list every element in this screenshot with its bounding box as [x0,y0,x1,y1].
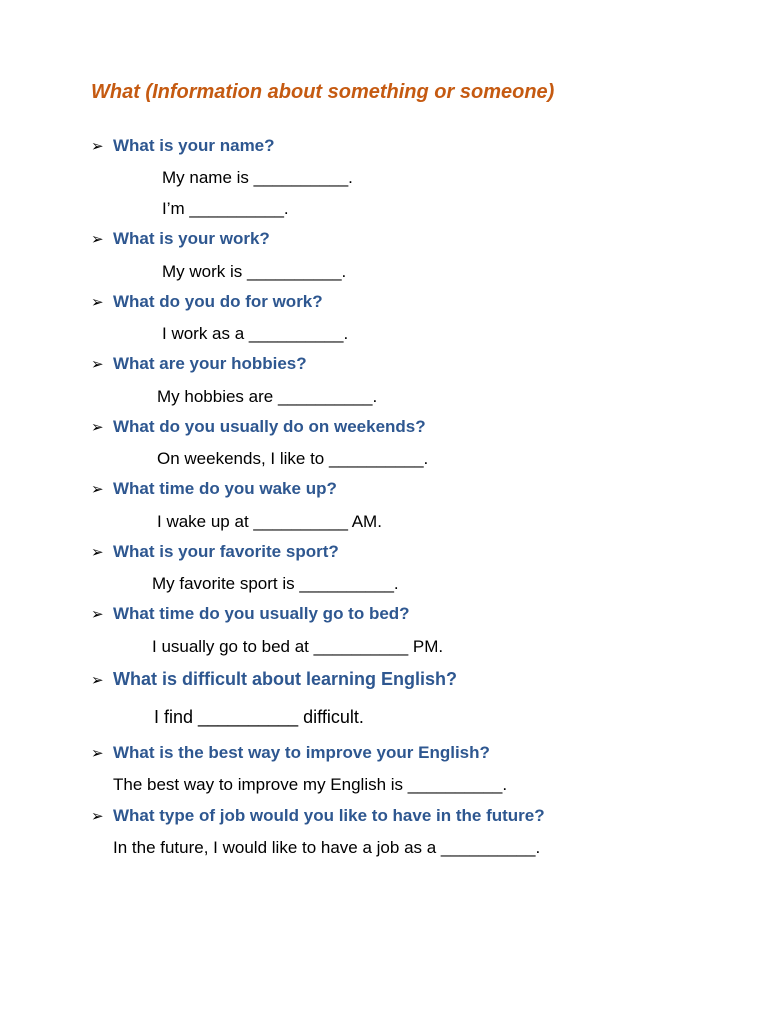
question-text: What type of job would you like to have in the future? [113,806,545,825]
question-item [91,229,270,249]
question-item [91,669,457,690]
arrowhead-bullet-icon: ➢ [91,745,104,762]
answer-text: I’m __________. [162,199,289,218]
question-item [91,542,339,562]
arrowhead-bullet-icon: ➢ [91,294,104,311]
answer-text: My favorite sport is __________. [152,574,399,593]
answer-text: My name is __________. [162,168,353,187]
arrowhead-bullet-icon: ➢ [91,544,104,561]
arrowhead-bullet-icon: ➢ [91,231,104,248]
answer-text: I find __________ difficult. [154,707,364,727]
arrowhead-bullet-icon: ➢ [91,138,104,155]
question-text: What do you usually do on weekends? [113,417,426,436]
question-text: What time do you wake up? [113,479,337,498]
question-item [91,479,337,499]
answer-text: I usually go to bed at __________ PM. [152,637,444,656]
arrowhead-bullet-icon: ➢ [91,356,104,373]
answer-text: I wake up at __________ AM. [157,512,382,531]
arrowhead-bullet-icon: ➢ [91,481,104,498]
arrowhead-bullet-icon: ➢ [91,606,104,623]
answer-text: The best way to improve my English is __________. [113,775,508,794]
page-title: What (Information about something or someone) [91,81,555,103]
question-text: What time do you usually go to bed? [113,604,410,623]
question-text: What are your hobbies? [113,354,307,373]
question-item [91,743,490,763]
answer-text: My work is __________. [162,262,347,281]
question-text: What is your work? [113,229,270,248]
arrowhead-bullet-icon: ➢ [91,672,104,689]
answer-text: In the future, I would like to have a job as a __________. [113,838,541,857]
question-item [91,136,275,156]
question-text: What is difficult about learning English? [113,669,457,689]
question-text: What do you do for work? [113,292,323,311]
answer-text: On weekends, I like to __________. [157,449,429,468]
question-item [91,604,410,624]
answer-text: My hobbies are __________. [157,387,378,406]
arrowhead-bullet-icon: ➢ [91,808,104,825]
question-item [91,806,545,826]
question-item [91,354,307,374]
question-text: What is your name? [113,136,275,155]
question-item [91,417,426,437]
arrowhead-bullet-icon: ➢ [91,419,104,436]
question-item [91,292,323,312]
answer-text: I work as a __________. [162,324,349,343]
question-text: What is the best way to improve your English? [113,743,490,762]
question-text: What is your favorite sport? [113,542,339,561]
